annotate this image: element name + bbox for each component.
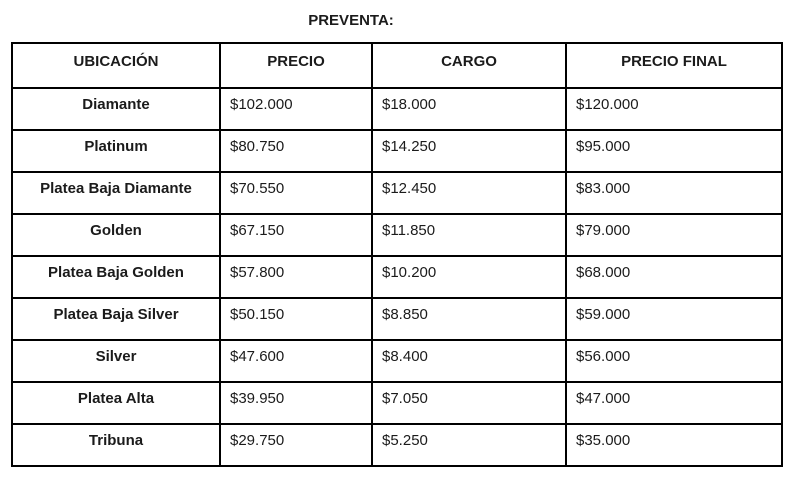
cell-precio-final: $83.000 — [566, 172, 782, 214]
header-row — [12, 43, 782, 88]
table-row — [12, 130, 782, 172]
cell-precio-final: $35.000 — [566, 424, 782, 466]
cell-ubicacion: Golden — [12, 214, 220, 256]
table-row — [12, 340, 782, 382]
cell-ubicacion: Diamante — [12, 88, 220, 130]
cell-precio-final: $59.000 — [566, 298, 782, 340]
cell-ubicacion: Tribuna — [12, 424, 220, 466]
title-container — [0, 0, 790, 30]
cell-precio: $70.550 — [220, 172, 372, 214]
cell-precio-final: $68.000 — [566, 256, 782, 298]
table-header — [12, 43, 782, 88]
cell-precio: $102.000 — [220, 88, 372, 130]
cell-precio: $57.800 — [220, 256, 372, 298]
pricing-table — [11, 42, 783, 467]
cell-precio-final: $56.000 — [566, 340, 782, 382]
table-row — [12, 172, 782, 214]
table-row — [12, 214, 782, 256]
cell-precio-final: $79.000 — [566, 214, 782, 256]
cell-precio: $39.950 — [220, 382, 372, 424]
cell-cargo: $12.450 — [372, 172, 566, 214]
table-row — [12, 256, 782, 298]
table-row — [12, 424, 782, 466]
cell-precio: $67.150 — [220, 214, 372, 256]
column-header-precio-final: PRECIO FINAL — [566, 43, 782, 88]
cell-precio: $47.600 — [220, 340, 372, 382]
cell-cargo: $18.000 — [372, 88, 566, 130]
cell-precio: $80.750 — [220, 130, 372, 172]
column-header-precio: PRECIO — [220, 43, 372, 88]
cell-precio: $50.150 — [220, 298, 372, 340]
cell-precio-final: $47.000 — [566, 382, 782, 424]
table-body — [12, 88, 782, 466]
cell-cargo: $8.400 — [372, 340, 566, 382]
cell-ubicacion: Platinum — [12, 130, 220, 172]
cell-cargo: $14.250 — [372, 130, 566, 172]
table-row — [12, 298, 782, 340]
cell-ubicacion: Silver — [12, 340, 220, 382]
cell-cargo: $8.850 — [372, 298, 566, 340]
cell-cargo: $5.250 — [372, 424, 566, 466]
cell-cargo: $7.050 — [372, 382, 566, 424]
cell-precio-final: $120.000 — [566, 88, 782, 130]
cell-precio-final: $95.000 — [566, 130, 782, 172]
cell-precio: $29.750 — [220, 424, 372, 466]
cell-ubicacion: Platea Baja Diamante — [12, 172, 220, 214]
column-header-cargo: CARGO — [372, 43, 566, 88]
page-title: PREVENTA: — [308, 12, 394, 29]
table-row — [12, 88, 782, 130]
cell-ubicacion: Platea Baja Silver — [12, 298, 220, 340]
cell-ubicacion: Platea Baja Golden — [12, 256, 220, 298]
cell-cargo: $10.200 — [372, 256, 566, 298]
column-header-ubicacion: UBICACIÓN — [12, 43, 220, 88]
table-row — [12, 382, 782, 424]
cell-ubicacion: Platea Alta — [12, 382, 220, 424]
cell-cargo: $11.850 — [372, 214, 566, 256]
